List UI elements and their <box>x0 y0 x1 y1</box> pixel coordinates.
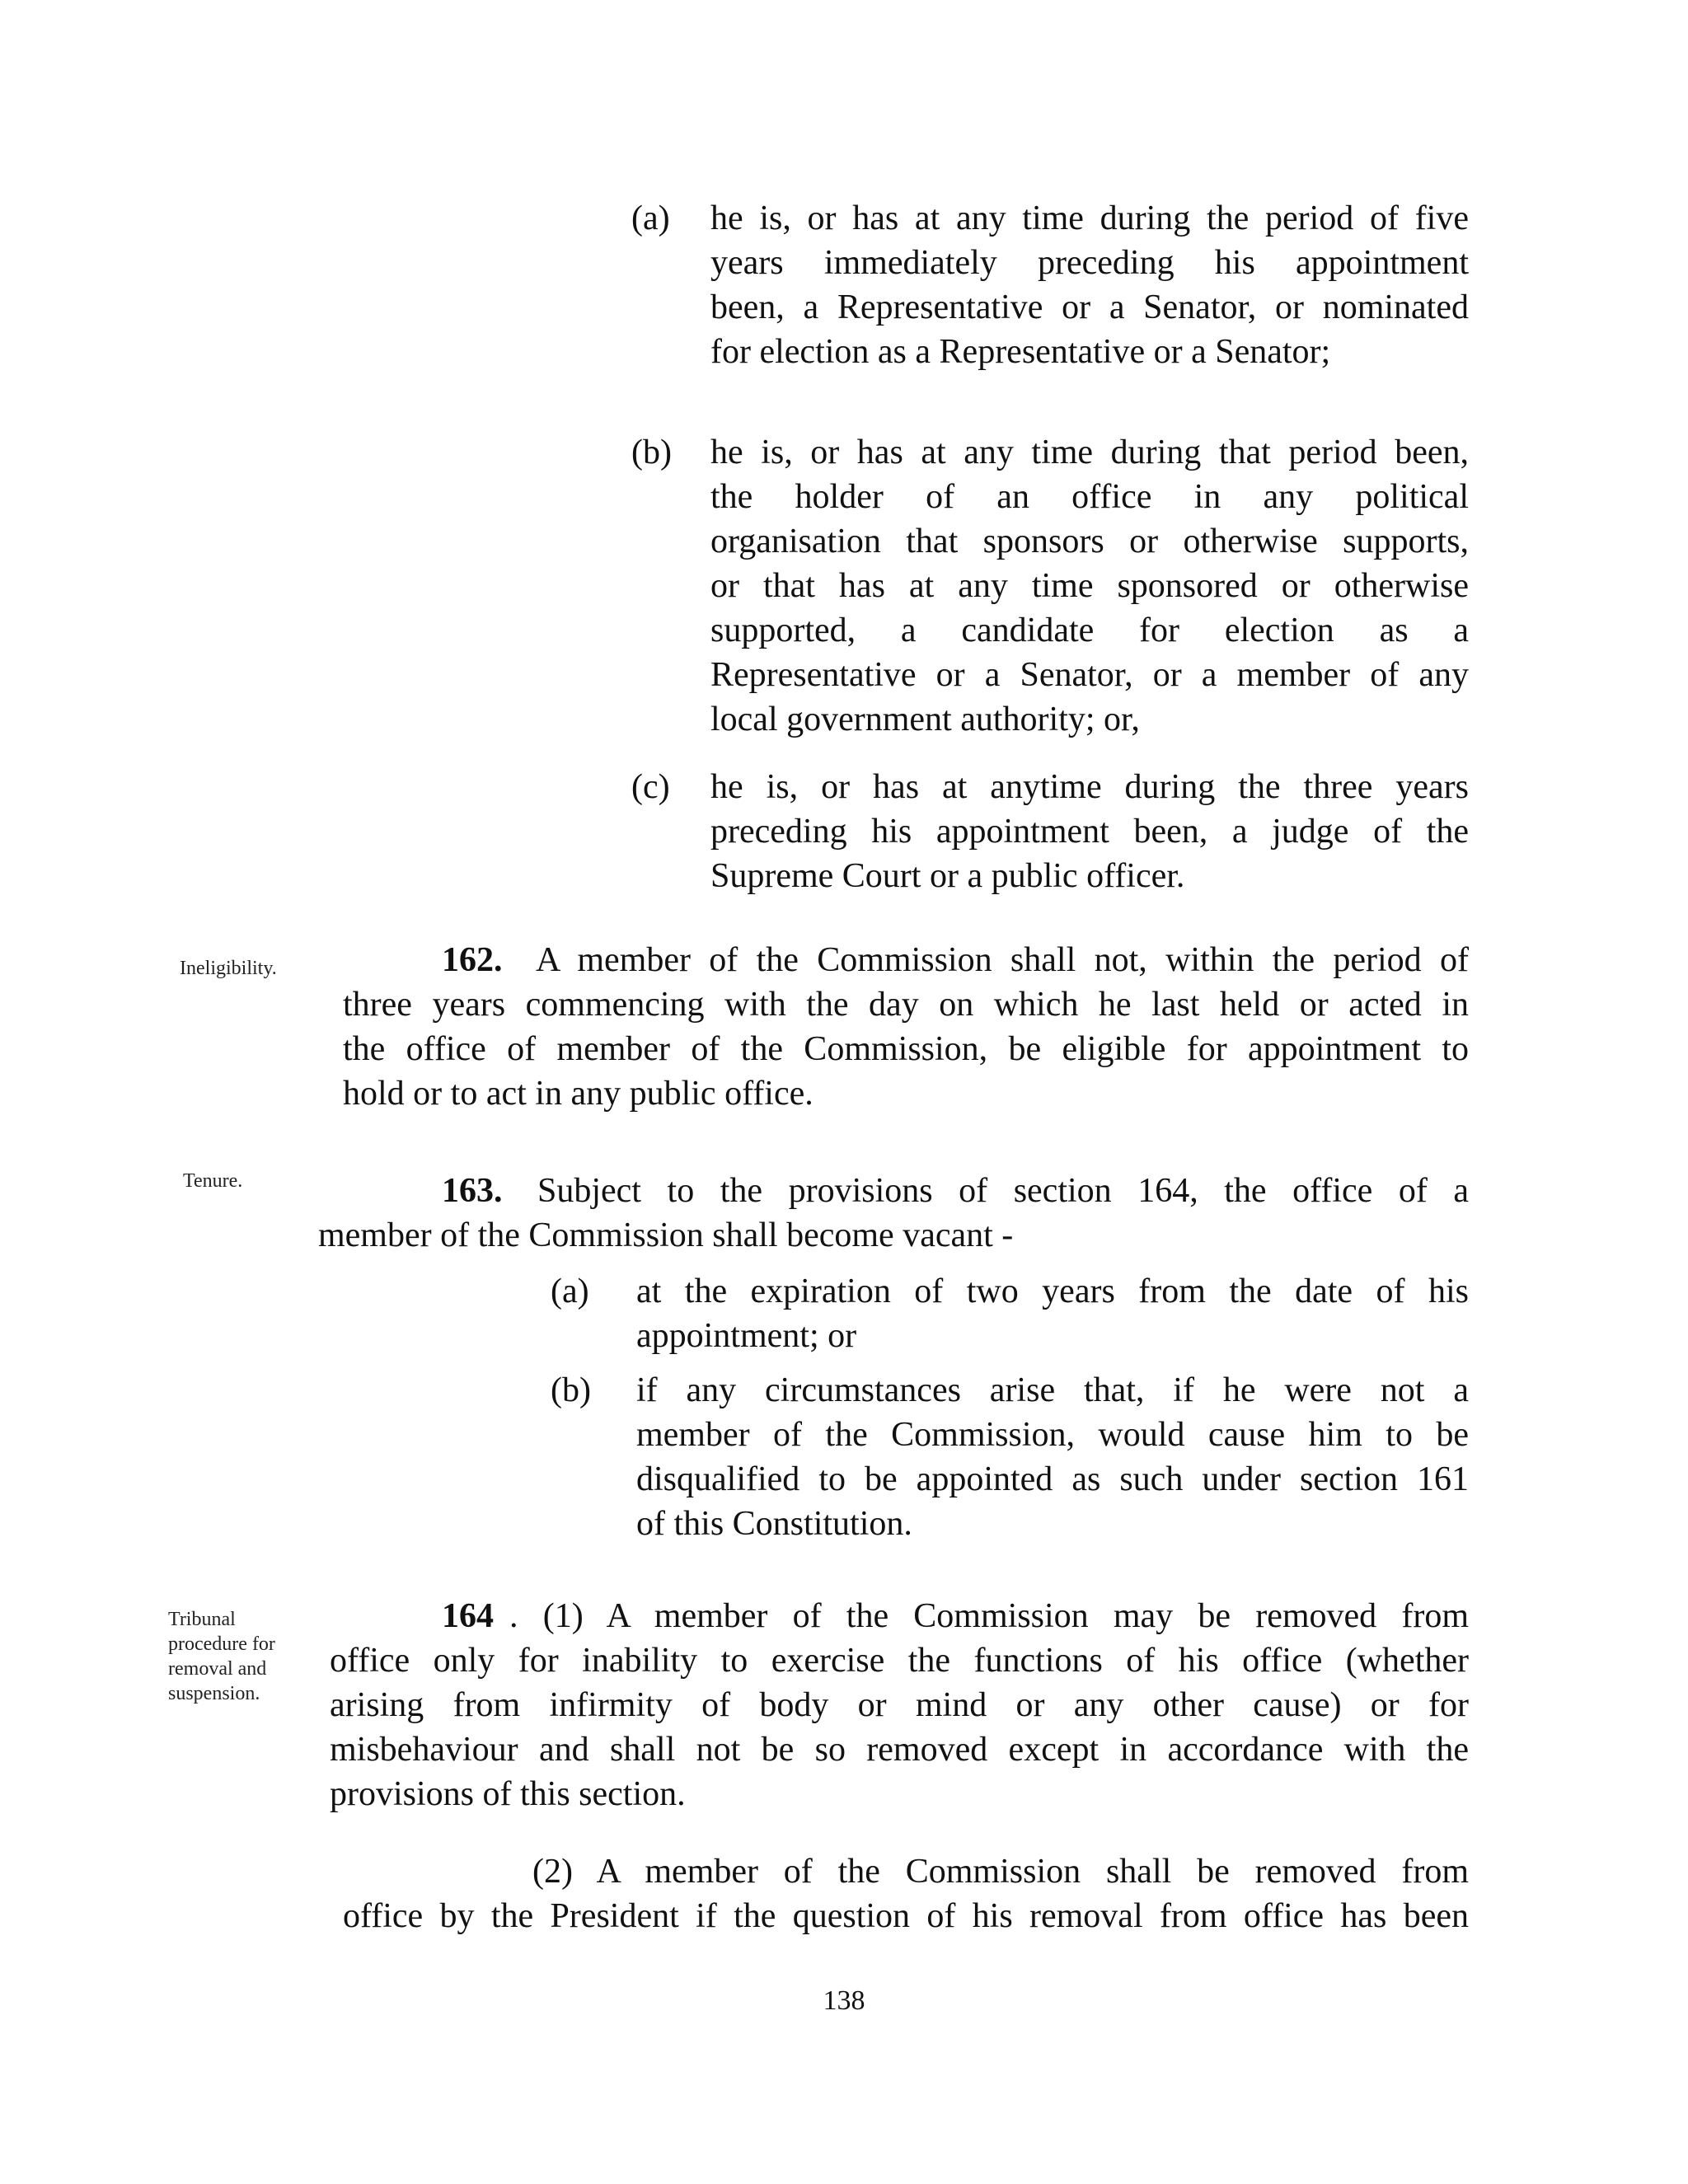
item-b-line-4: or that has at any time sponsored or otherwise <box>710 567 1469 605</box>
section-164-sub2-line-2: office by the President if the question of his removal from office has been <box>343 1897 1469 1935</box>
item-a-line-4: for election as a Representative or a Senator; <box>710 333 1331 371</box>
s163-item-label-a: (a) <box>551 1272 589 1310</box>
section-164-line-3: arising from infirmity of body or mind or any other cause) or for <box>330 1686 1469 1724</box>
item-b-line-1: he is, or has at any time during that period been, <box>710 434 1469 471</box>
item-a-line-2: years immediately preceding his appointment <box>710 244 1469 282</box>
margin-note-ineligibility: Ineligibility. <box>180 958 277 979</box>
section-162-line-2: three years commencing with the day on which he last held or acted in <box>343 986 1469 1024</box>
s163-item-a-line-2: appointment; or <box>636 1317 857 1355</box>
item-b-line-5: supported, a candidate for election as a <box>710 612 1469 649</box>
section-162-number: 162. <box>442 941 503 979</box>
section-164-line-4: misbehaviour and shall not be so removed except in accordance with the <box>330 1731 1469 1769</box>
item-c-line-2: preceding his appointment been, a judge of the <box>710 813 1469 851</box>
section-164-sub2-line-1: (2) A member of the Commission shall be removed from <box>532 1853 1469 1891</box>
item-b-line-7: local government authority; or, <box>710 701 1140 738</box>
item-c-line-3: Supreme Court or a public officer. <box>710 857 1185 895</box>
section-164-line-2: office only for inability to exercise the functions of his office (whether <box>330 1642 1469 1680</box>
margin-note-tribunal-3: removal and <box>168 1658 267 1680</box>
item-b-line-2: the holder of an office in any political <box>710 478 1469 516</box>
item-a-line-3: been, a Representative or a Senator, or nominated <box>710 288 1469 326</box>
section-164-number: 164 <box>442 1597 494 1635</box>
item-c-line-1: he is, or has at anytime during the three years <box>710 768 1469 806</box>
s163-item-a-line-1: at the expiration of two years from the date of his <box>636 1272 1469 1310</box>
section-163-line-2: member of the Commission shall become vacant - <box>318 1216 1014 1254</box>
item-label-c: (c) <box>631 768 670 806</box>
margin-note-tribunal-1: Tribunal <box>168 1609 236 1630</box>
s163-item-label-b: (b) <box>551 1371 591 1409</box>
s163-item-b-line-4: of this Constitution. <box>636 1505 912 1543</box>
s163-item-b-line-3: disqualified to be appointed as such under section 161 <box>636 1460 1469 1498</box>
section-164-line-1: . (1) A member of the Commission may be removed from <box>509 1597 1469 1635</box>
page-number: 138 <box>823 1985 865 2016</box>
margin-note-tribunal-4: suspension. <box>168 1683 260 1704</box>
section-162-line-1: A member of the Commission shall not, within the period of <box>536 941 1469 979</box>
section-163-line-1: Subject to the provisions of section 164, the office of a <box>537 1172 1469 1210</box>
item-b-line-6: Representative or a Senator, or a member of any <box>710 656 1469 694</box>
s163-item-b-line-1: if any circumstances arise that, if he were not a <box>636 1371 1469 1409</box>
section-163-number: 163. <box>442 1172 503 1210</box>
section-164-line-5: provisions of this section. <box>330 1775 686 1813</box>
item-a-line-1: he is, or has at any time during the period of five <box>710 199 1469 237</box>
item-label-b: (b) <box>631 434 672 471</box>
s163-item-b-line-2: member of the Commission, would cause him to be <box>636 1416 1469 1454</box>
section-162-line-4: hold or to act in any public office. <box>343 1075 814 1113</box>
margin-note-tribunal-2: procedure for <box>168 1633 275 1655</box>
margin-note-tenure: Tenure. <box>183 1170 243 1192</box>
item-b-line-3: organisation that sponsors or otherwise supports, <box>710 523 1469 560</box>
item-label-a: (a) <box>631 199 670 237</box>
section-162-line-3: the office of member of the Commission, be eligible for appointment to <box>343 1030 1469 1068</box>
